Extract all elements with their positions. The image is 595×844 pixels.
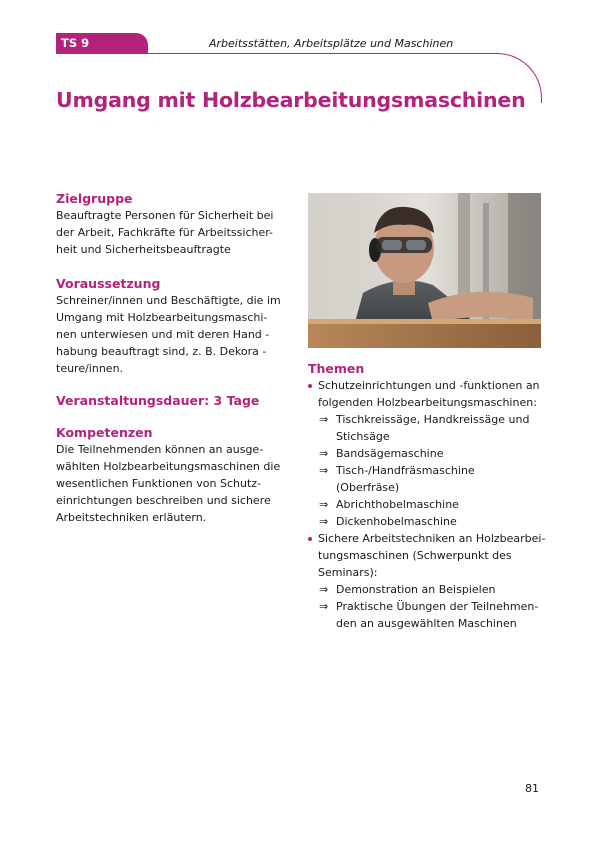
themen-sublist: [318, 581, 548, 632]
sub-item: [318, 496, 548, 513]
themen-item-text: Sichere Arbeitstechniken an Holzbearbei- tungsmaschinen (Schwerpunkt des Seminars):: [318, 532, 546, 579]
running-header-title: Arbeitsstätten, Arbeitsplätze und Maschinen: [209, 37, 454, 50]
sub-item-text: Demonstration an Beispielen: [336, 583, 496, 596]
arrow-icon: ⇒: [319, 583, 329, 596]
arrow-icon: ⇒: [319, 600, 329, 613]
voraussetzung-heading: Voraussetzung: [56, 276, 161, 291]
zielgruppe-heading: Zielgruppe: [56, 191, 133, 206]
sub-item-text: Dickenhobelmaschine: [336, 515, 457, 528]
woodworker-photo: [308, 193, 541, 348]
duration-heading: Veranstaltungsdauer: 3 Tage: [56, 393, 260, 408]
sub-item: [318, 598, 548, 632]
chapter-tab-label: TS 9: [61, 36, 90, 50]
themen-item: [308, 530, 548, 632]
sub-item-text: Praktische Übungen der Teilnehmen- den an ausgewählten Maschinen: [336, 600, 539, 630]
kompetenzen-heading: Kompetenzen: [56, 425, 153, 440]
zielgruppe-text: Beauftragte Personen für Sicherheit bei der Arbeit, Fachkräfte für Arbeitssicher- heit und Sicherheitsbeauftragte: [56, 209, 274, 256]
page-number: 81: [525, 782, 539, 795]
bullet-dot-icon: [308, 537, 312, 541]
themen-list: [308, 377, 548, 632]
bullet-dot-icon: [308, 384, 312, 388]
sub-item: [318, 445, 548, 462]
sub-item-text: Tisch-/Handfräsmaschine (Oberfräse): [336, 464, 475, 494]
arrow-icon: ⇒: [319, 447, 329, 460]
arrow-icon: ⇒: [319, 498, 329, 511]
sub-item: [318, 513, 548, 530]
left-column: [56, 190, 296, 526]
themen-heading: Themen: [308, 361, 365, 376]
arrow-icon: ⇒: [319, 413, 329, 426]
arrow-icon: ⇒: [319, 464, 329, 477]
sub-item: [318, 411, 548, 445]
voraussetzung-text: Schreiner/innen und Beschäftigte, die im Umgang mit Holzbearbeitungsmaschi- nen unterwiesen und mit deren Hand - habung beauftragt sind, z. B. Dekora - teure/innen.: [56, 294, 281, 375]
chapter-tab: [56, 33, 148, 54]
sub-item: [318, 581, 548, 598]
arrow-icon: ⇒: [319, 515, 329, 528]
themen-sublist: [318, 411, 548, 530]
page-title: Umgang mit Holzbearbeitungsmaschinen: [56, 88, 526, 112]
themen-item: [308, 377, 548, 530]
sub-item: [318, 462, 548, 496]
right-column: [308, 360, 548, 632]
kompetenzen-text: Die Teilnehmenden können an ausge- wählten Holzbearbeitungsmaschinen die wesentlichen Funktionen von Schutz- einrichtungen beschreiben und sichere Arbeitstechniken erläutern.: [56, 443, 281, 524]
sub-item-text: Abrichthobelmaschine: [336, 498, 459, 511]
sub-item-text: Tischkreissäge, Handkreissäge und Stichsäge: [336, 413, 530, 443]
themen-item-text: Schutzeinrichtungen und -funktionen an folgenden Holzbearbeitungsmaschinen:: [318, 379, 540, 409]
sub-item-text: Bandsägemaschine: [336, 447, 444, 460]
